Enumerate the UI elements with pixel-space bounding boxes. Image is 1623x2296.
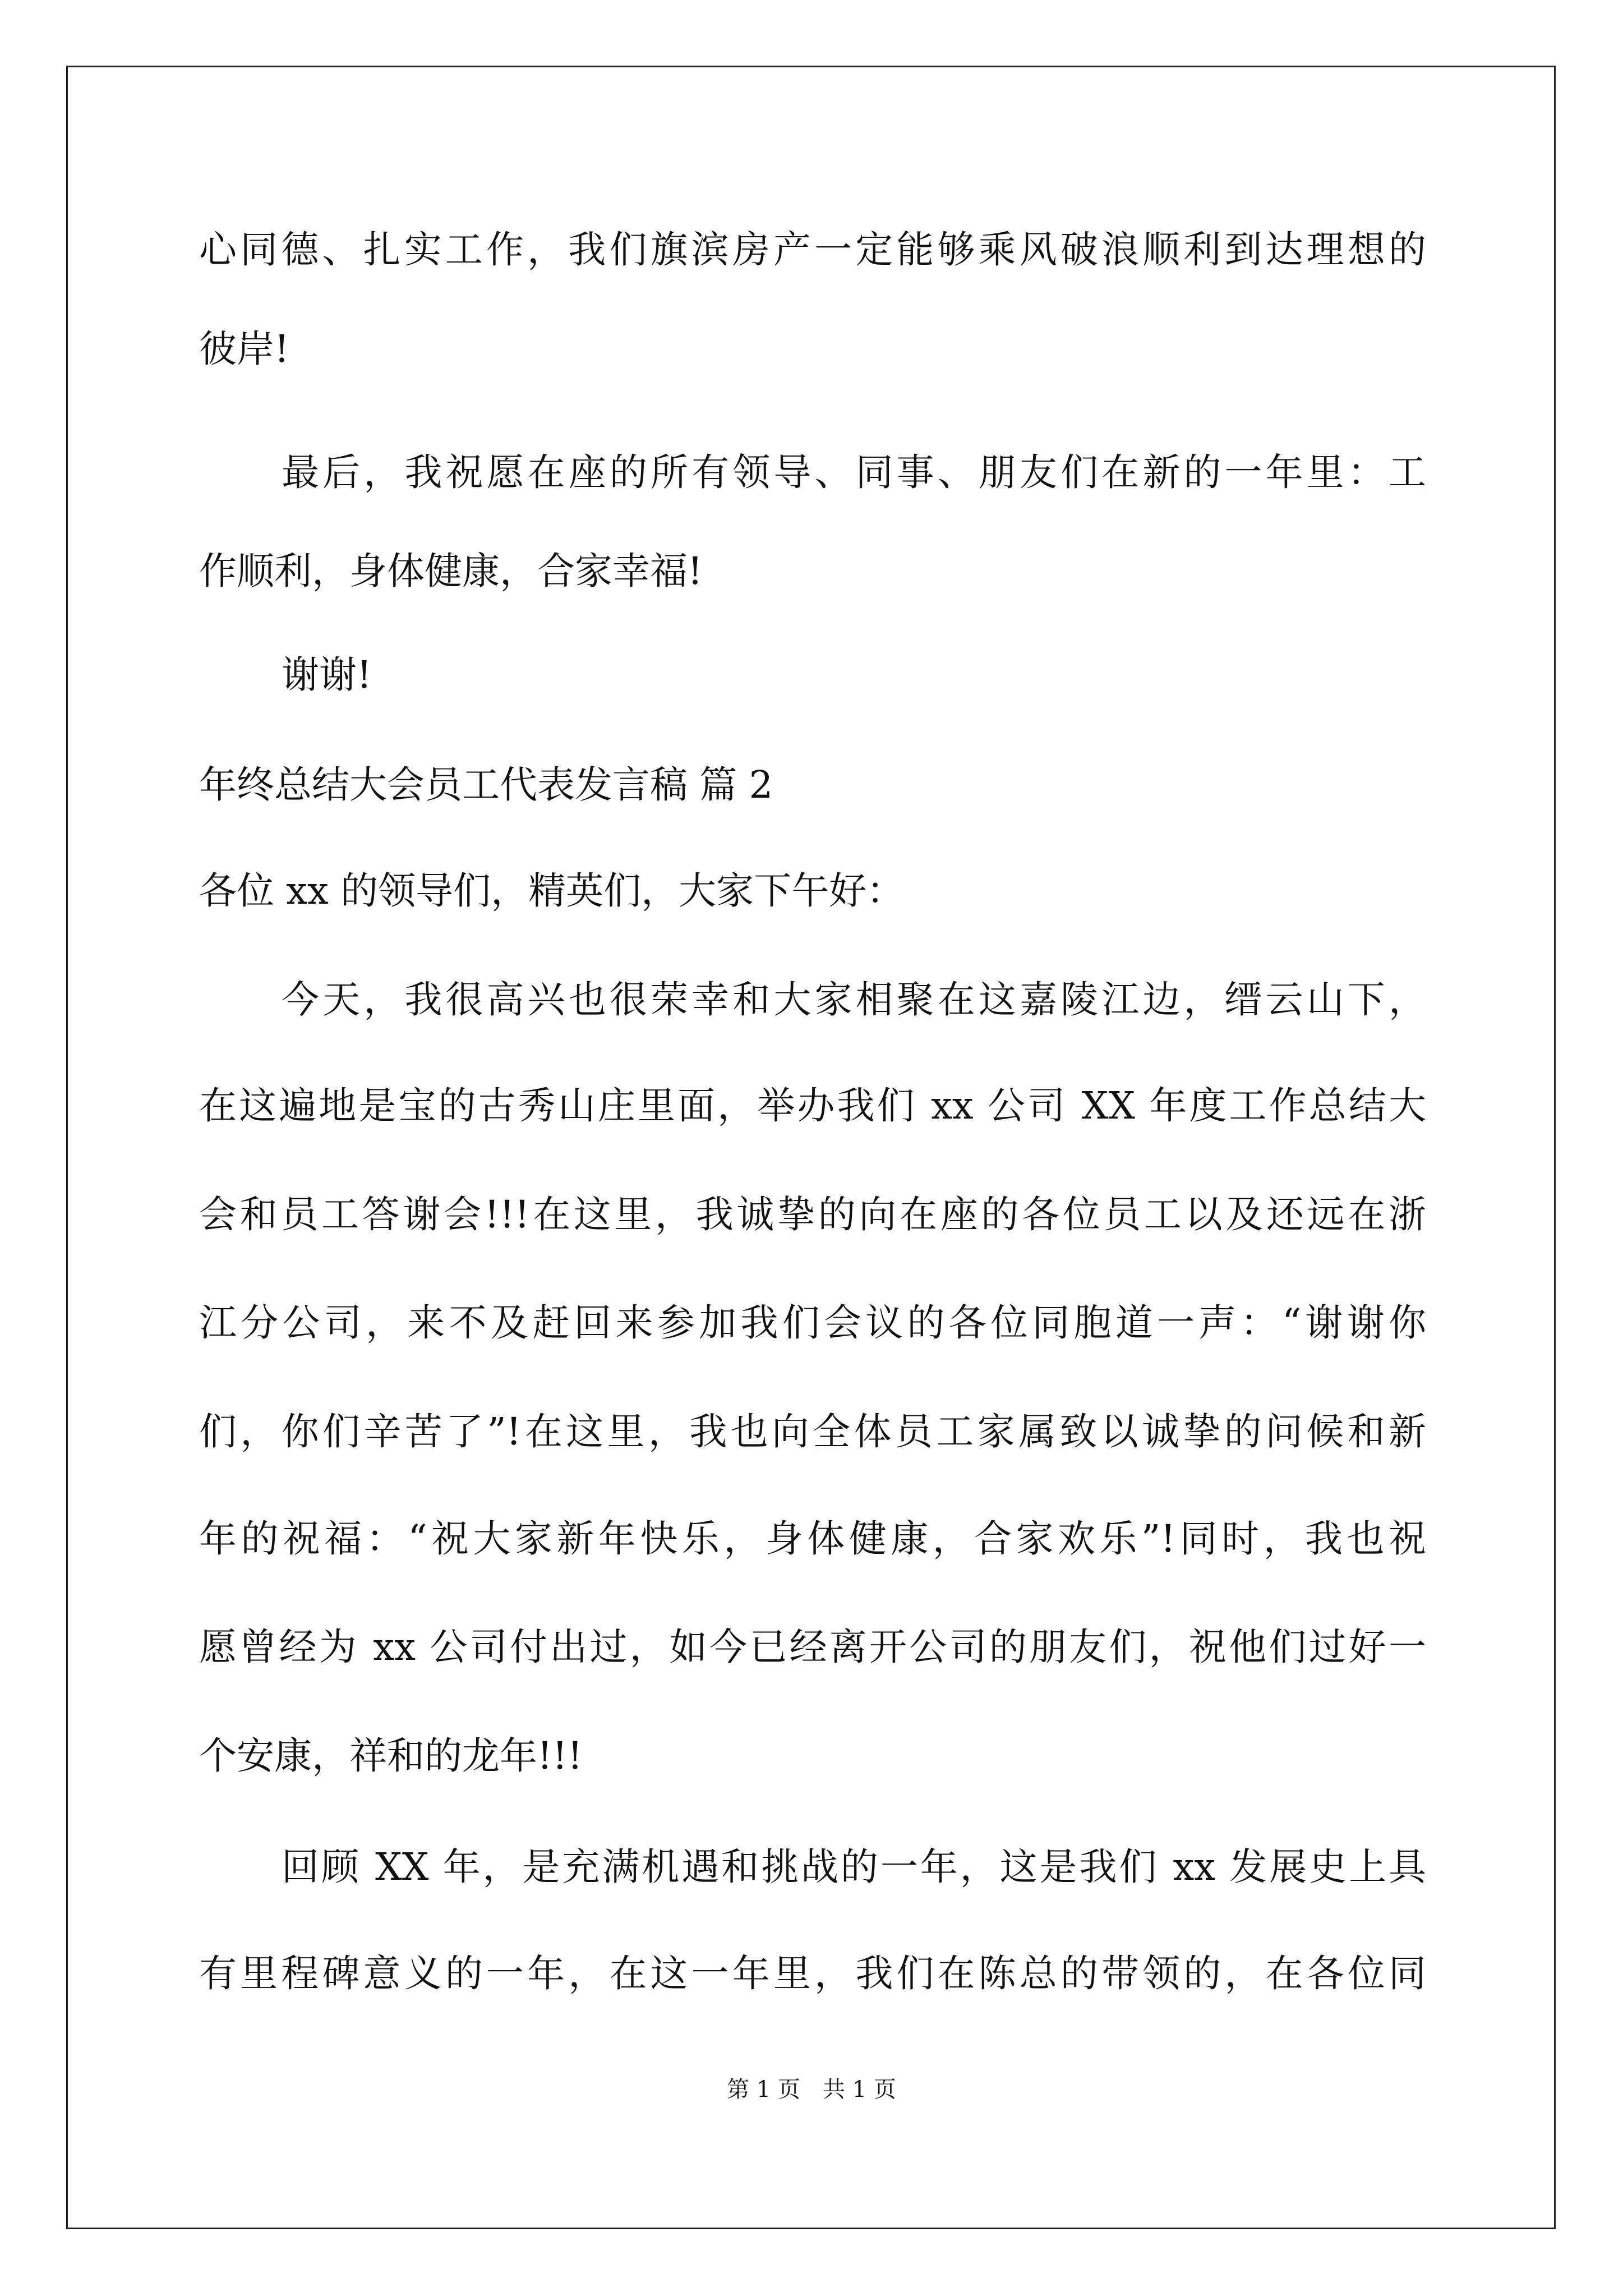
section-heading: 年终总结大会员工代表发言稿 篇 2	[199, 763, 773, 807]
text-line-12: 们，你们辛苦了”!在这里，我也向全体员工家属致以诚挚的问候和新	[199, 1410, 1426, 1453]
text-line-10: 会和员工答谢会!!!在这里，我诚挚的向在座的各位员工以及还远在浙	[199, 1193, 1426, 1236]
text-line-17: 有里程碑意义的一年，在这一年里，我们在陈总的带领的，在各位同	[199, 1952, 1426, 1995]
text-line-13: 年的祝福：“祝大家新年快乐，身体健康，合家欢乐”!同时，我也祝	[199, 1517, 1426, 1561]
text-line-5: 谢谢!	[282, 653, 372, 697]
text-line-11: 江分公司，来不及赶回来参加我们会议的各位同胞道一声：“谢谢你	[199, 1301, 1426, 1345]
text-line-3: 最后，我祝愿在座的所有领导、同事、朋友们在新的一年里：工	[282, 450, 1426, 494]
text-line-7: 各位 xx 的领导们，精英们，大家下午好：	[199, 869, 905, 913]
text-line-15: 个安康，祥和的龙年!!!	[199, 1734, 583, 1778]
text-line-9: 在这遍地是宝的古秀山庄里面，举办我们 xx 公司 XX 年度工作总结大	[199, 1084, 1426, 1128]
text-line-16: 回顾 XX 年，是充满机遇和挑战的一年，这是我们 xx 发展史上具	[282, 1845, 1426, 1889]
text-line-2: 彼岸!	[199, 327, 289, 371]
page-border	[66, 66, 1556, 2229]
text-line-14: 愿曾经为 xx 公司付出过，如今已经离开公司的朋友们，祝他们过好一	[199, 1625, 1426, 1669]
text-line-1: 心同德、扎实工作，我们旗滨房产一定能够乘风破浪顺利到达理想的	[199, 228, 1426, 272]
page-footer: 第 1 页 共 1 页	[727, 2077, 896, 2102]
text-line-8: 今天，我很高兴也很荣幸和大家相聚在这嘉陵江边，缙云山下，	[282, 978, 1426, 1022]
text-line-4: 作顺利，身体健康，合家幸福!	[199, 549, 703, 593]
